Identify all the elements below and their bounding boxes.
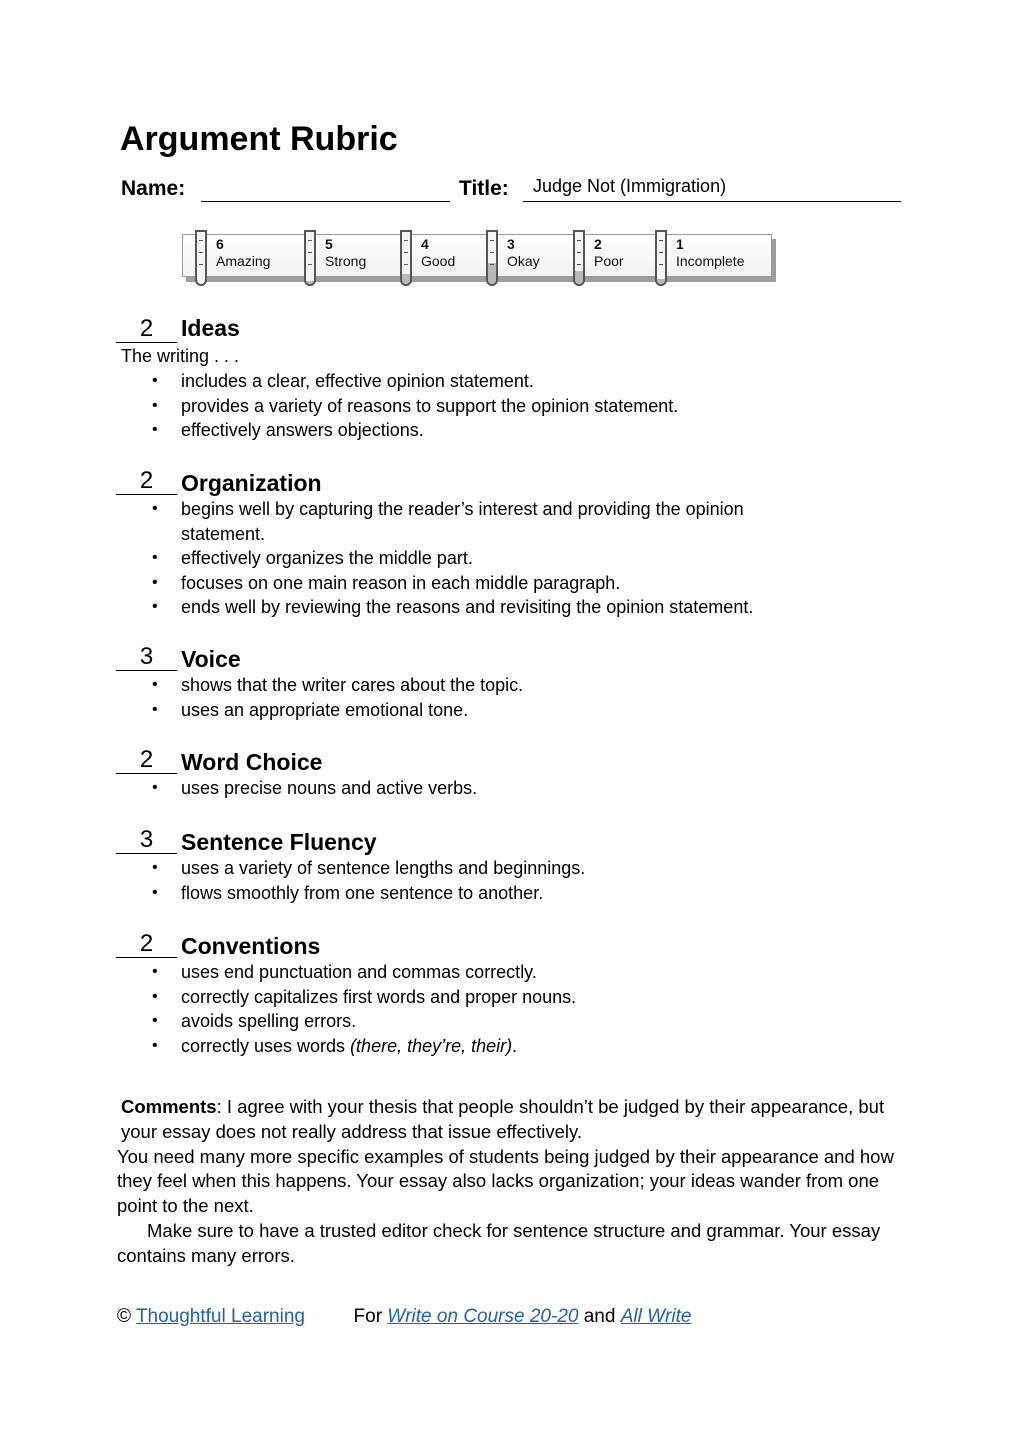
organization-criteria (181, 497, 821, 620)
rating-3-number: 3 (507, 236, 515, 252)
rating-4 (421, 236, 455, 270)
rating-3 (507, 236, 540, 270)
conventions-score[interactable]: 2 (116, 931, 177, 958)
rating-2-label: Poor (594, 253, 624, 269)
rating-5-thermometer-icon (304, 230, 316, 286)
rating-6 (216, 236, 270, 270)
organization-heading: Organization (181, 470, 322, 496)
footer-and-text: and (583, 1306, 616, 1327)
footer (117, 1306, 691, 1328)
comments-paragraph-1 (117, 1095, 917, 1145)
ideas-score[interactable]: 2 (116, 316, 177, 343)
list-item-example-words: (there, they’re, their) (350, 1035, 513, 1056)
footer-for-text: For (353, 1306, 383, 1327)
title-label: Title: (459, 177, 509, 200)
rating-6-thermometer-icon (195, 230, 207, 286)
list-item: • provides a variety of reasons to support the opinion statement. (181, 394, 841, 419)
list-item: • shows that the writer cares about the topic. (181, 673, 841, 698)
thoughtful-learning-link[interactable]: Thoughtful Learning (135, 1306, 305, 1327)
list-item: • avoids spelling errors. (181, 1009, 841, 1034)
list-item: • uses precise nouns and active verbs. (181, 776, 841, 801)
list-item: • uses end punctuation and commas correctly. (181, 960, 841, 985)
list-item: • uses a variety of sentence lengths and beginnings. (181, 856, 841, 881)
rating-5 (325, 236, 366, 270)
voice-score[interactable]: 3 (116, 644, 177, 671)
conventions-heading: Conventions (181, 933, 321, 959)
rating-5-label: Strong (325, 253, 367, 269)
list-item: • ends well by reviewing the reasons and revisiting the opinion statement. (181, 595, 821, 620)
rating-1-thermometer-icon (655, 230, 667, 286)
page-title: Argument Rubric (120, 120, 398, 158)
copyright-symbol: © (117, 1306, 131, 1327)
rating-5-number: 5 (325, 236, 333, 252)
rating-2 (594, 236, 624, 270)
comments-paragraph-2: You need many more specific examples of students being judged by their appearance and how they feel when this happens. Your essay also lacks organization; your ideas wander from one point to the next. (117, 1145, 894, 1217)
list-item: • begins well by capturing the reader’s interest and providing the opinion statement. (181, 497, 821, 546)
organization-score[interactable]: 2 (116, 468, 177, 495)
list-item: • uses an appropriate emotional tone. (181, 698, 841, 723)
name-field[interactable] (201, 201, 450, 202)
comments (117, 1095, 917, 1269)
rating-6-number: 6 (216, 236, 224, 252)
conventions-criteria (181, 960, 841, 1058)
list-item: • correctly capitalizes first words and proper nouns. (181, 985, 841, 1010)
rating-6-label: Amazing (216, 253, 271, 269)
word-choice-heading: Word Choice (181, 749, 323, 775)
name-label: Name: (121, 177, 186, 200)
comments-paragraph-3: Make sure to have a trusted editor check for sentence structure and grammar. Your essay contains many errors. (117, 1219, 881, 1266)
comments-text-1: : I agree with your thesis that people shouldn’t be judged by their appearance, but your essay does not really address that issue effectively. (121, 1096, 885, 1142)
rating-2-number: 2 (594, 236, 602, 252)
list-item: • includes a clear, effective opinion statement. (181, 369, 841, 394)
list-item-period: . (512, 1035, 518, 1056)
rating-4-number: 4 (421, 236, 429, 252)
ideas-heading: Ideas (181, 315, 240, 341)
rating-1-label: Incomplete (676, 253, 745, 269)
rating-4-label: Good (421, 253, 456, 269)
title-field[interactable] (523, 201, 901, 202)
rating-4-thermometer-icon (400, 230, 412, 286)
rating-3-label: Okay (507, 253, 540, 269)
sentence-fluency-heading: Sentence Fluency (181, 829, 377, 855)
rating-1 (676, 236, 744, 270)
word-choice-score[interactable]: 2 (116, 747, 177, 774)
sentence-fluency-score[interactable]: 3 (116, 827, 177, 854)
rating-3-thermometer-icon (486, 230, 498, 286)
comments-label: Comments (121, 1096, 217, 1117)
word-choice-criteria (181, 776, 841, 801)
ideas-intro: The writing . . . (121, 346, 240, 366)
list-item: • effectively organizes the middle part. (181, 546, 821, 571)
list-item: • flows smoothly from one sentence to another. (181, 881, 841, 906)
list-item: • focuses on one main reason in each middle paragraph. (181, 571, 821, 596)
title-value: Judge Not (Immigration) (533, 176, 727, 196)
list-item (181, 1034, 841, 1059)
rating-1-number: 1 (676, 236, 684, 252)
voice-heading: Voice (181, 646, 241, 672)
write-on-course-link[interactable]: Write on Course 20-20 (387, 1306, 579, 1327)
ideas-criteria (181, 369, 841, 443)
voice-criteria (181, 673, 841, 722)
list-item-text: correctly uses words (181, 1035, 351, 1056)
rating-2-thermometer-icon (573, 230, 585, 286)
sentence-fluency-criteria (181, 856, 841, 905)
rating-scale (182, 230, 774, 282)
all-write-link[interactable]: All Write (620, 1306, 692, 1327)
list-item: • effectively answers objections. (181, 418, 841, 443)
